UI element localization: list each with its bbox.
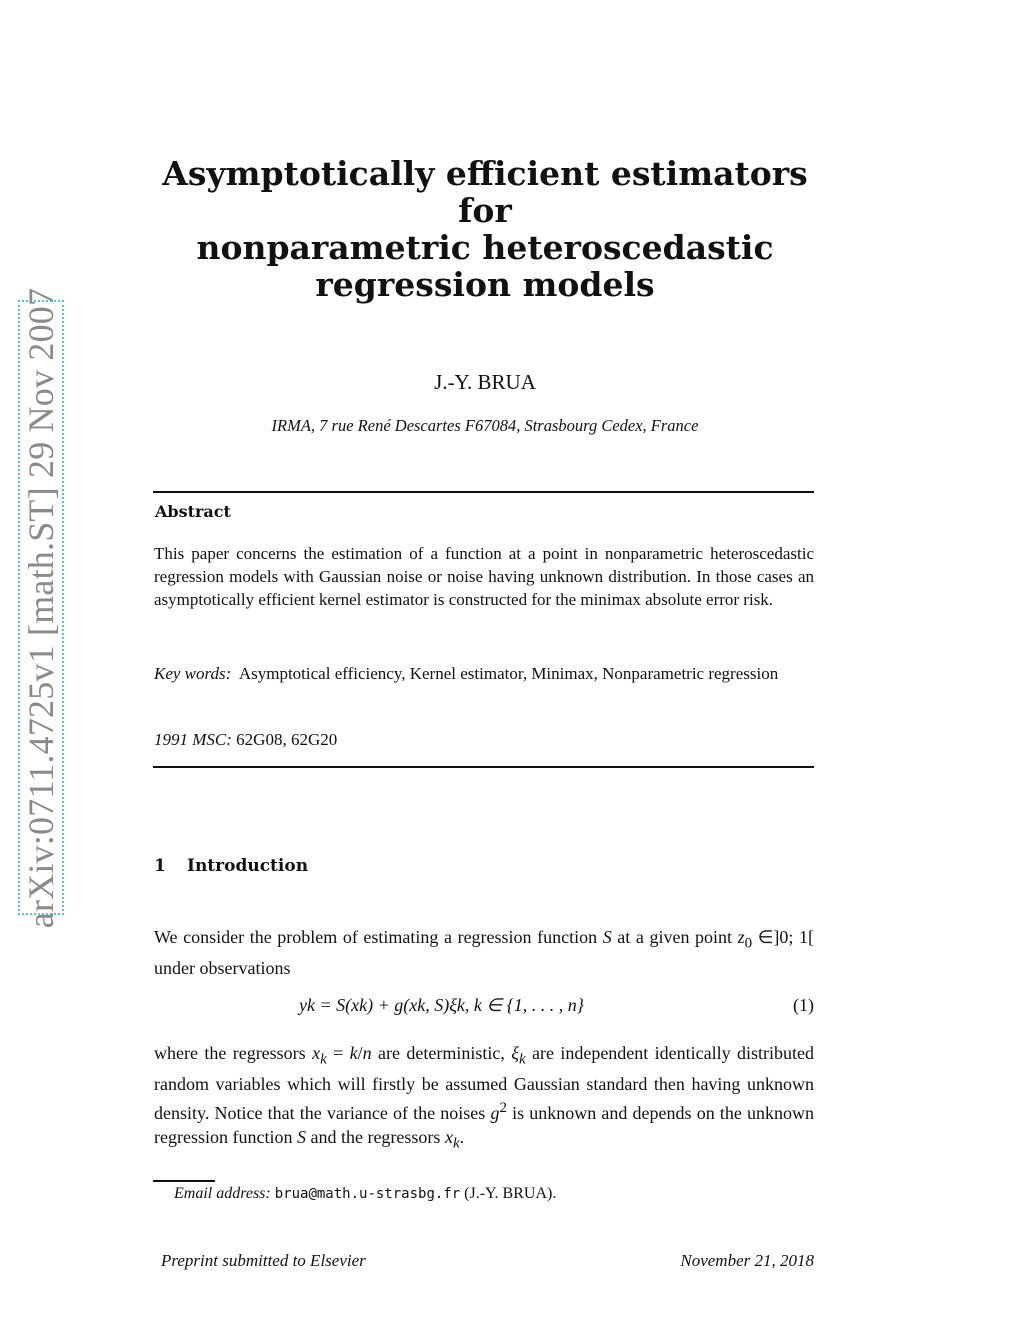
email-label: Email address: — [174, 1185, 271, 1202]
intro-paragraph-2: where the regressors $x_k = k/n$ are deterministic, $\xi_k$ are independent identically distributed random variables which will firstly be assumed Gaussian standard then having unknown density. Notice that the variance of the noises $g^2$ is unknown and depends on the unknown regression function S and the regressors $x_k$. — [154, 1043, 815, 1152]
arxiv-stamp — [18, 287, 64, 928]
title-line: nonparametric heteroscedastic — [196, 228, 774, 267]
email-suffix: (J.-Y. BRUA). — [464, 1185, 557, 1202]
title-line: regression models — [315, 265, 655, 304]
title-line: Asymptotically efficient estimators for — [162, 154, 808, 230]
abstract-top-rule — [153, 491, 814, 493]
msc-codes — [154, 730, 337, 750]
equation-number: (1) — [793, 995, 814, 1015]
section-title: Introduction — [187, 856, 309, 876]
section-heading — [154, 856, 308, 876]
keywords-text: Asymptotical efficiency, Kernel estimator, Minimax, Nonparametric regression — [238, 664, 779, 683]
email-link[interactable]: brua@math.u-strasbg.fr — [274, 1186, 461, 1202]
keywords — [154, 662, 814, 685]
author-name: J.-Y. BRUA — [434, 370, 536, 394]
equation-body: yk = S(xk) + g(xk, S)ξk, k ∈ {1, . . . , n} — [299, 995, 584, 1015]
abstract-heading: Abstract — [155, 502, 231, 521]
msc-label: 1991 MSC: — [154, 730, 232, 749]
intro-paragraph-1: We consider the problem of estimating a regression function S at a given point $z_0$ ∈]0; 1[ under observations — [154, 927, 814, 978]
paper-title — [140, 155, 830, 303]
abstract-text: This paper concerns the estimation of a function at a point in nonparametric heteroscedastic regression models with Gaussian noise or noise having unknown distribution. In those cases an asymptotically efficient kernel estimator is constructed for the minimax absolute error risk. — [154, 544, 814, 609]
msc-text: 62G08, 62G20 — [236, 730, 338, 749]
footer-date: November 21, 2018 — [680, 1251, 814, 1270]
keywords-label: Key words: — [154, 664, 232, 683]
footnote — [174, 1185, 556, 1203]
section-number: 1 — [154, 856, 166, 876]
arxiv-stamp-text: arXiv:0711.4725v1 [math.ST] 29 Nov 2007 — [21, 287, 61, 928]
footer-preprint: Preprint submitted to Elsevier — [161, 1251, 366, 1270]
affiliation: IRMA, 7 rue René Descartes F67084, Strasbourg Cedex, France — [271, 416, 699, 435]
equation-1 — [154, 995, 814, 1021]
footnote-rule — [153, 1180, 215, 1182]
abstract-bottom-rule — [153, 766, 814, 768]
